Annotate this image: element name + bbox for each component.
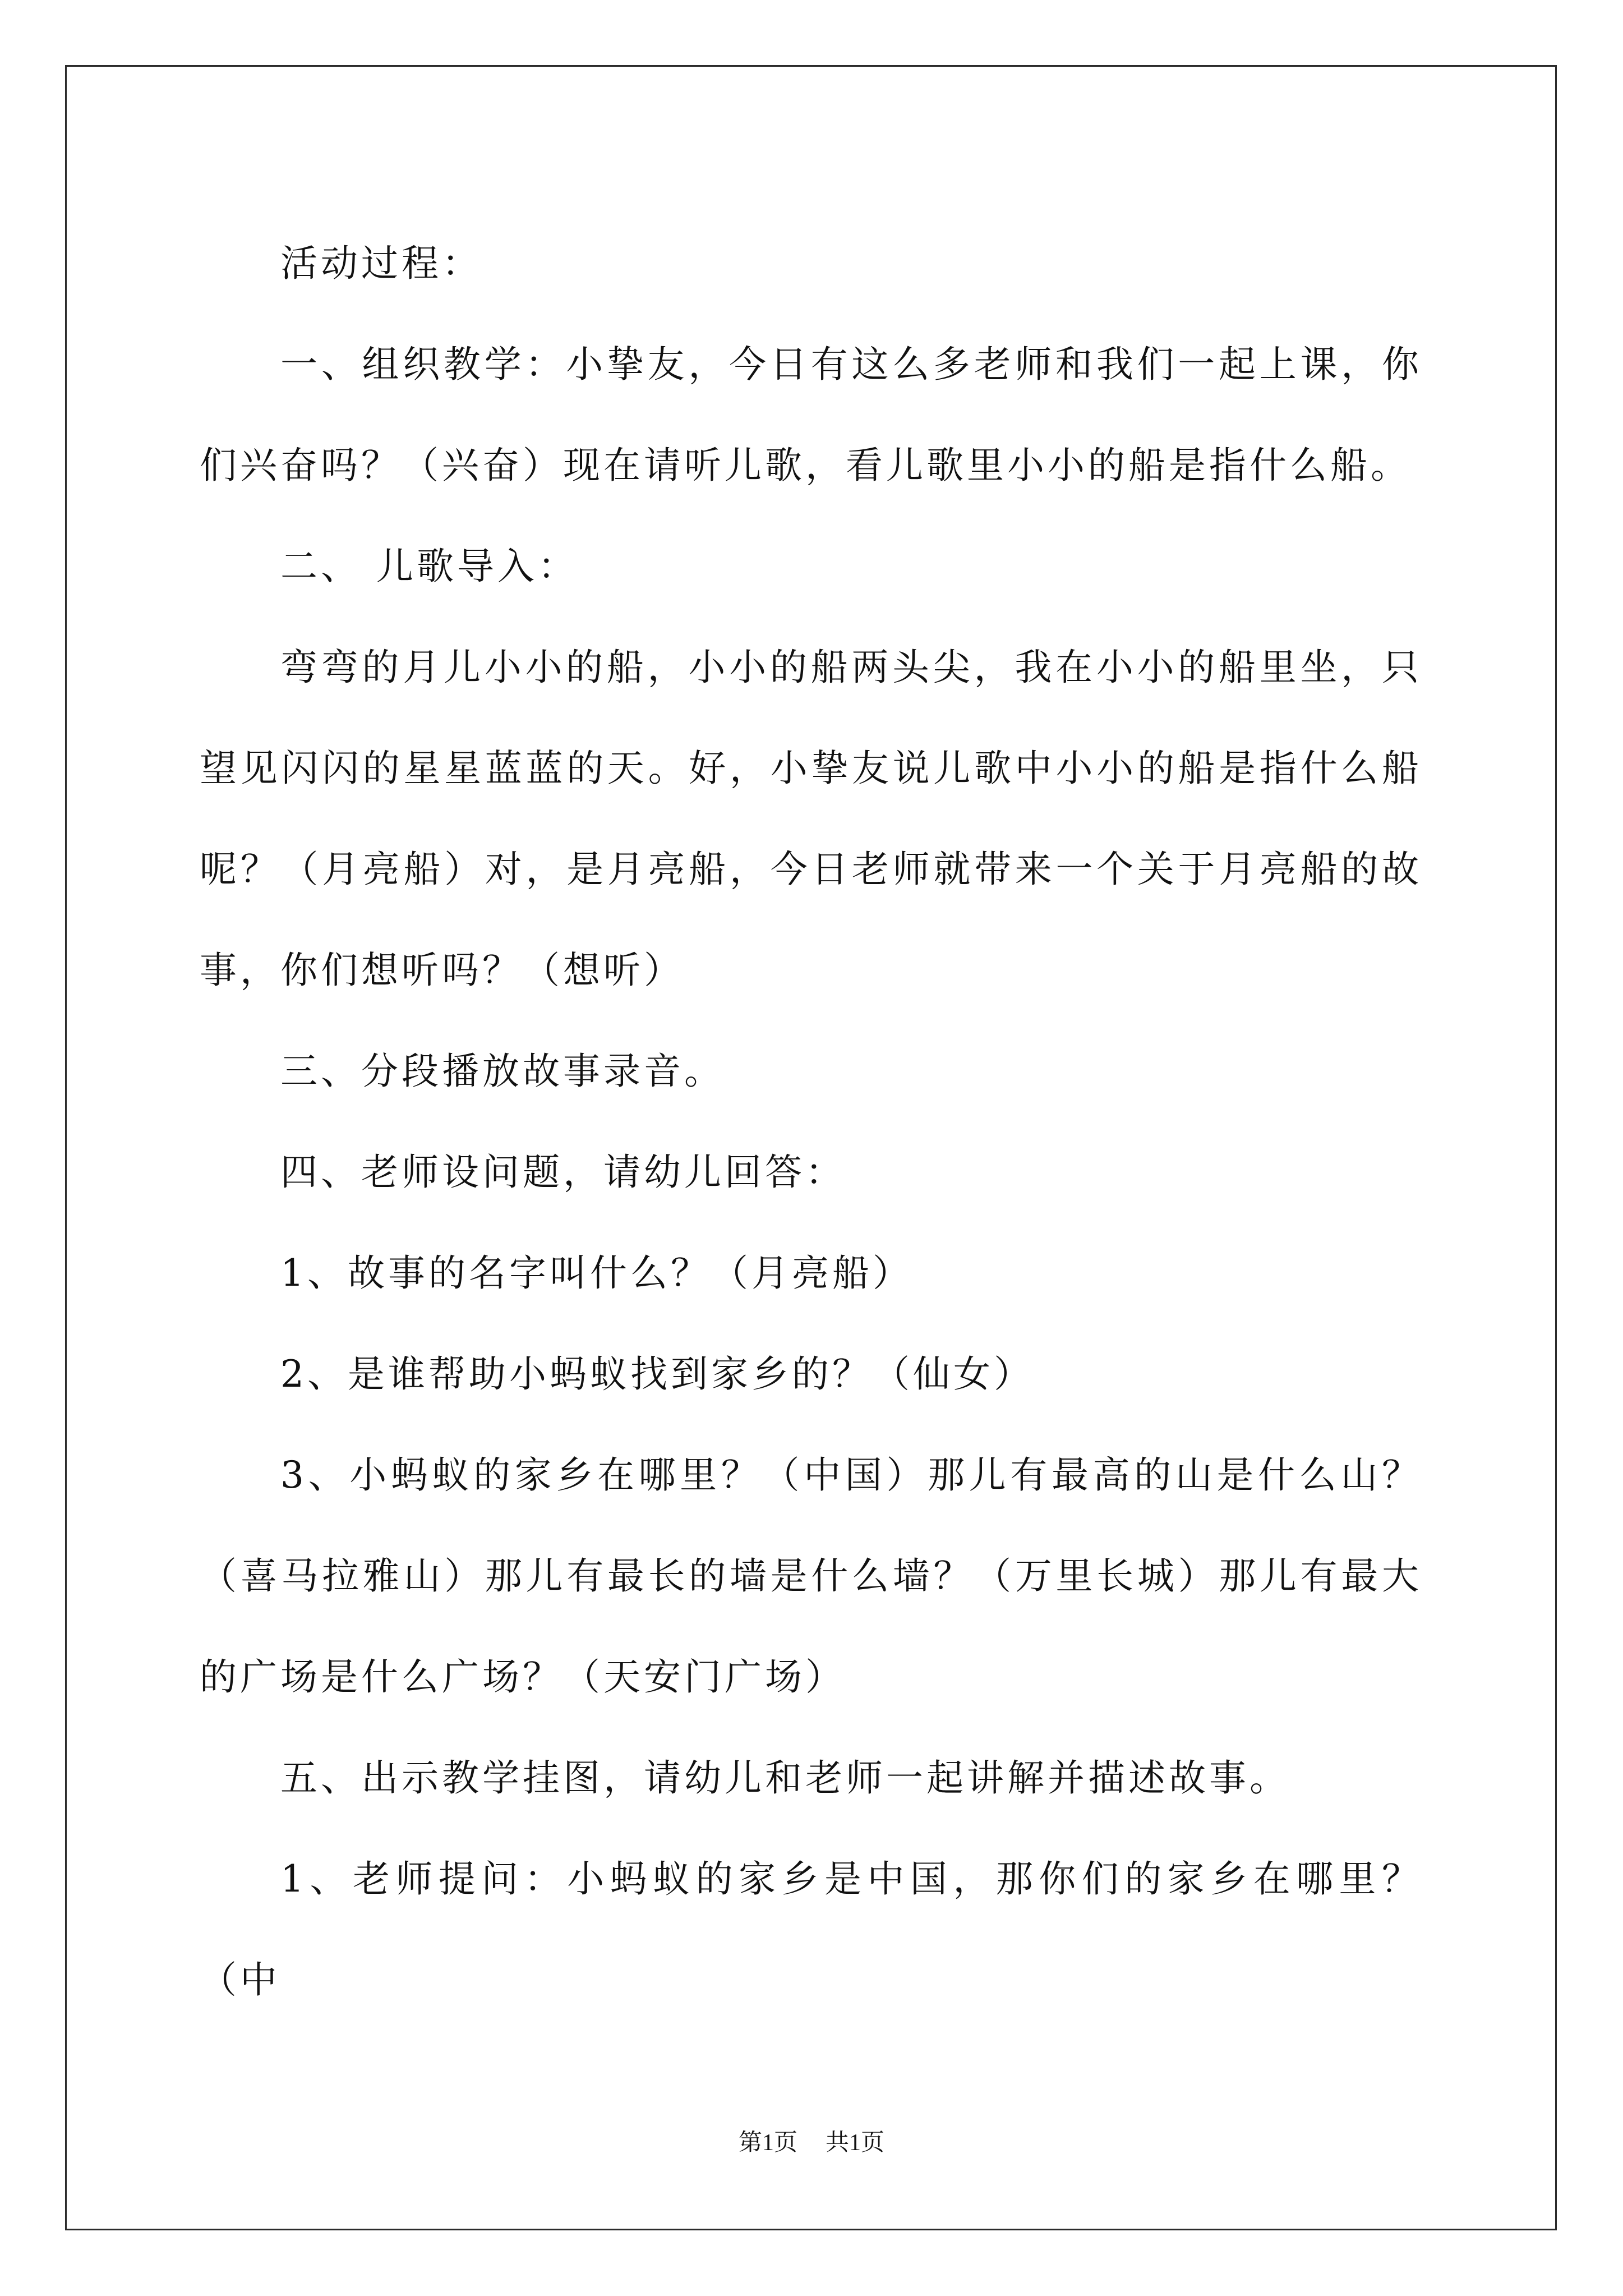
paragraph-step-3-audio: 三、分段播放故事录音。 — [280, 1050, 725, 1093]
paragraph-step-2-nursery-rhyme: 二、 儿歌导入： — [280, 545, 578, 588]
paragraph-question-1: 1、故事的名字叫什么？（月亮船） — [280, 1251, 913, 1295]
paragraph-teacher-question: 1、老师提问：小蚂蚁的家乡是中国，那你们的家乡在哪里？（中 — [200, 1857, 1422, 2001]
paragraph-rhyme-text: 弯弯的月儿小小的船，小小的船两头尖，我在小小的船里坐，只望见闪闪的星星蓝蓝的天。好，小挚友说儿歌中小小的船是指什么船呢？（月亮船）对，是月亮船，今日老师就带来一个关于月亮船的故事，你们想听吗？（想听） — [200, 646, 1422, 992]
document-body — [200, 213, 1422, 2031]
page-number-current: 第1页 — [738, 2130, 797, 2156]
page-number-total: 共1页 — [826, 2130, 885, 2156]
paragraph-activity-process: 活动过程： — [280, 242, 482, 285]
paragraph-step-4-questions: 四、老师设问题，请幼儿回答： — [280, 1151, 846, 1194]
paragraph-step-1-organize: 一、组织教学：小挚友，今日有这么多老师和我们一起上课，你们兴奋吗？（兴奋）现在请听儿歌，看儿歌里小小的船是指什么船。 — [200, 343, 1422, 487]
paragraph-step-5-wall-chart: 五、出示教学挂图，请幼儿和老师一起讲解并描述故事。 — [280, 1756, 1290, 1800]
paragraph-question-3: 3、小蚂蚁的家乡在哪里？（中国）那儿有最高的山是什么山？（喜马拉雅山）那儿有最长的墙是什么墙？（万里长城）那儿有最大的广场是什么广场？（天安门广场） — [200, 1453, 1422, 1699]
paragraph-question-2: 2、是谁帮助小蚂蚁找到家乡的？（仙女） — [280, 1352, 1034, 1396]
page-footer — [0, 2126, 1623, 2160]
